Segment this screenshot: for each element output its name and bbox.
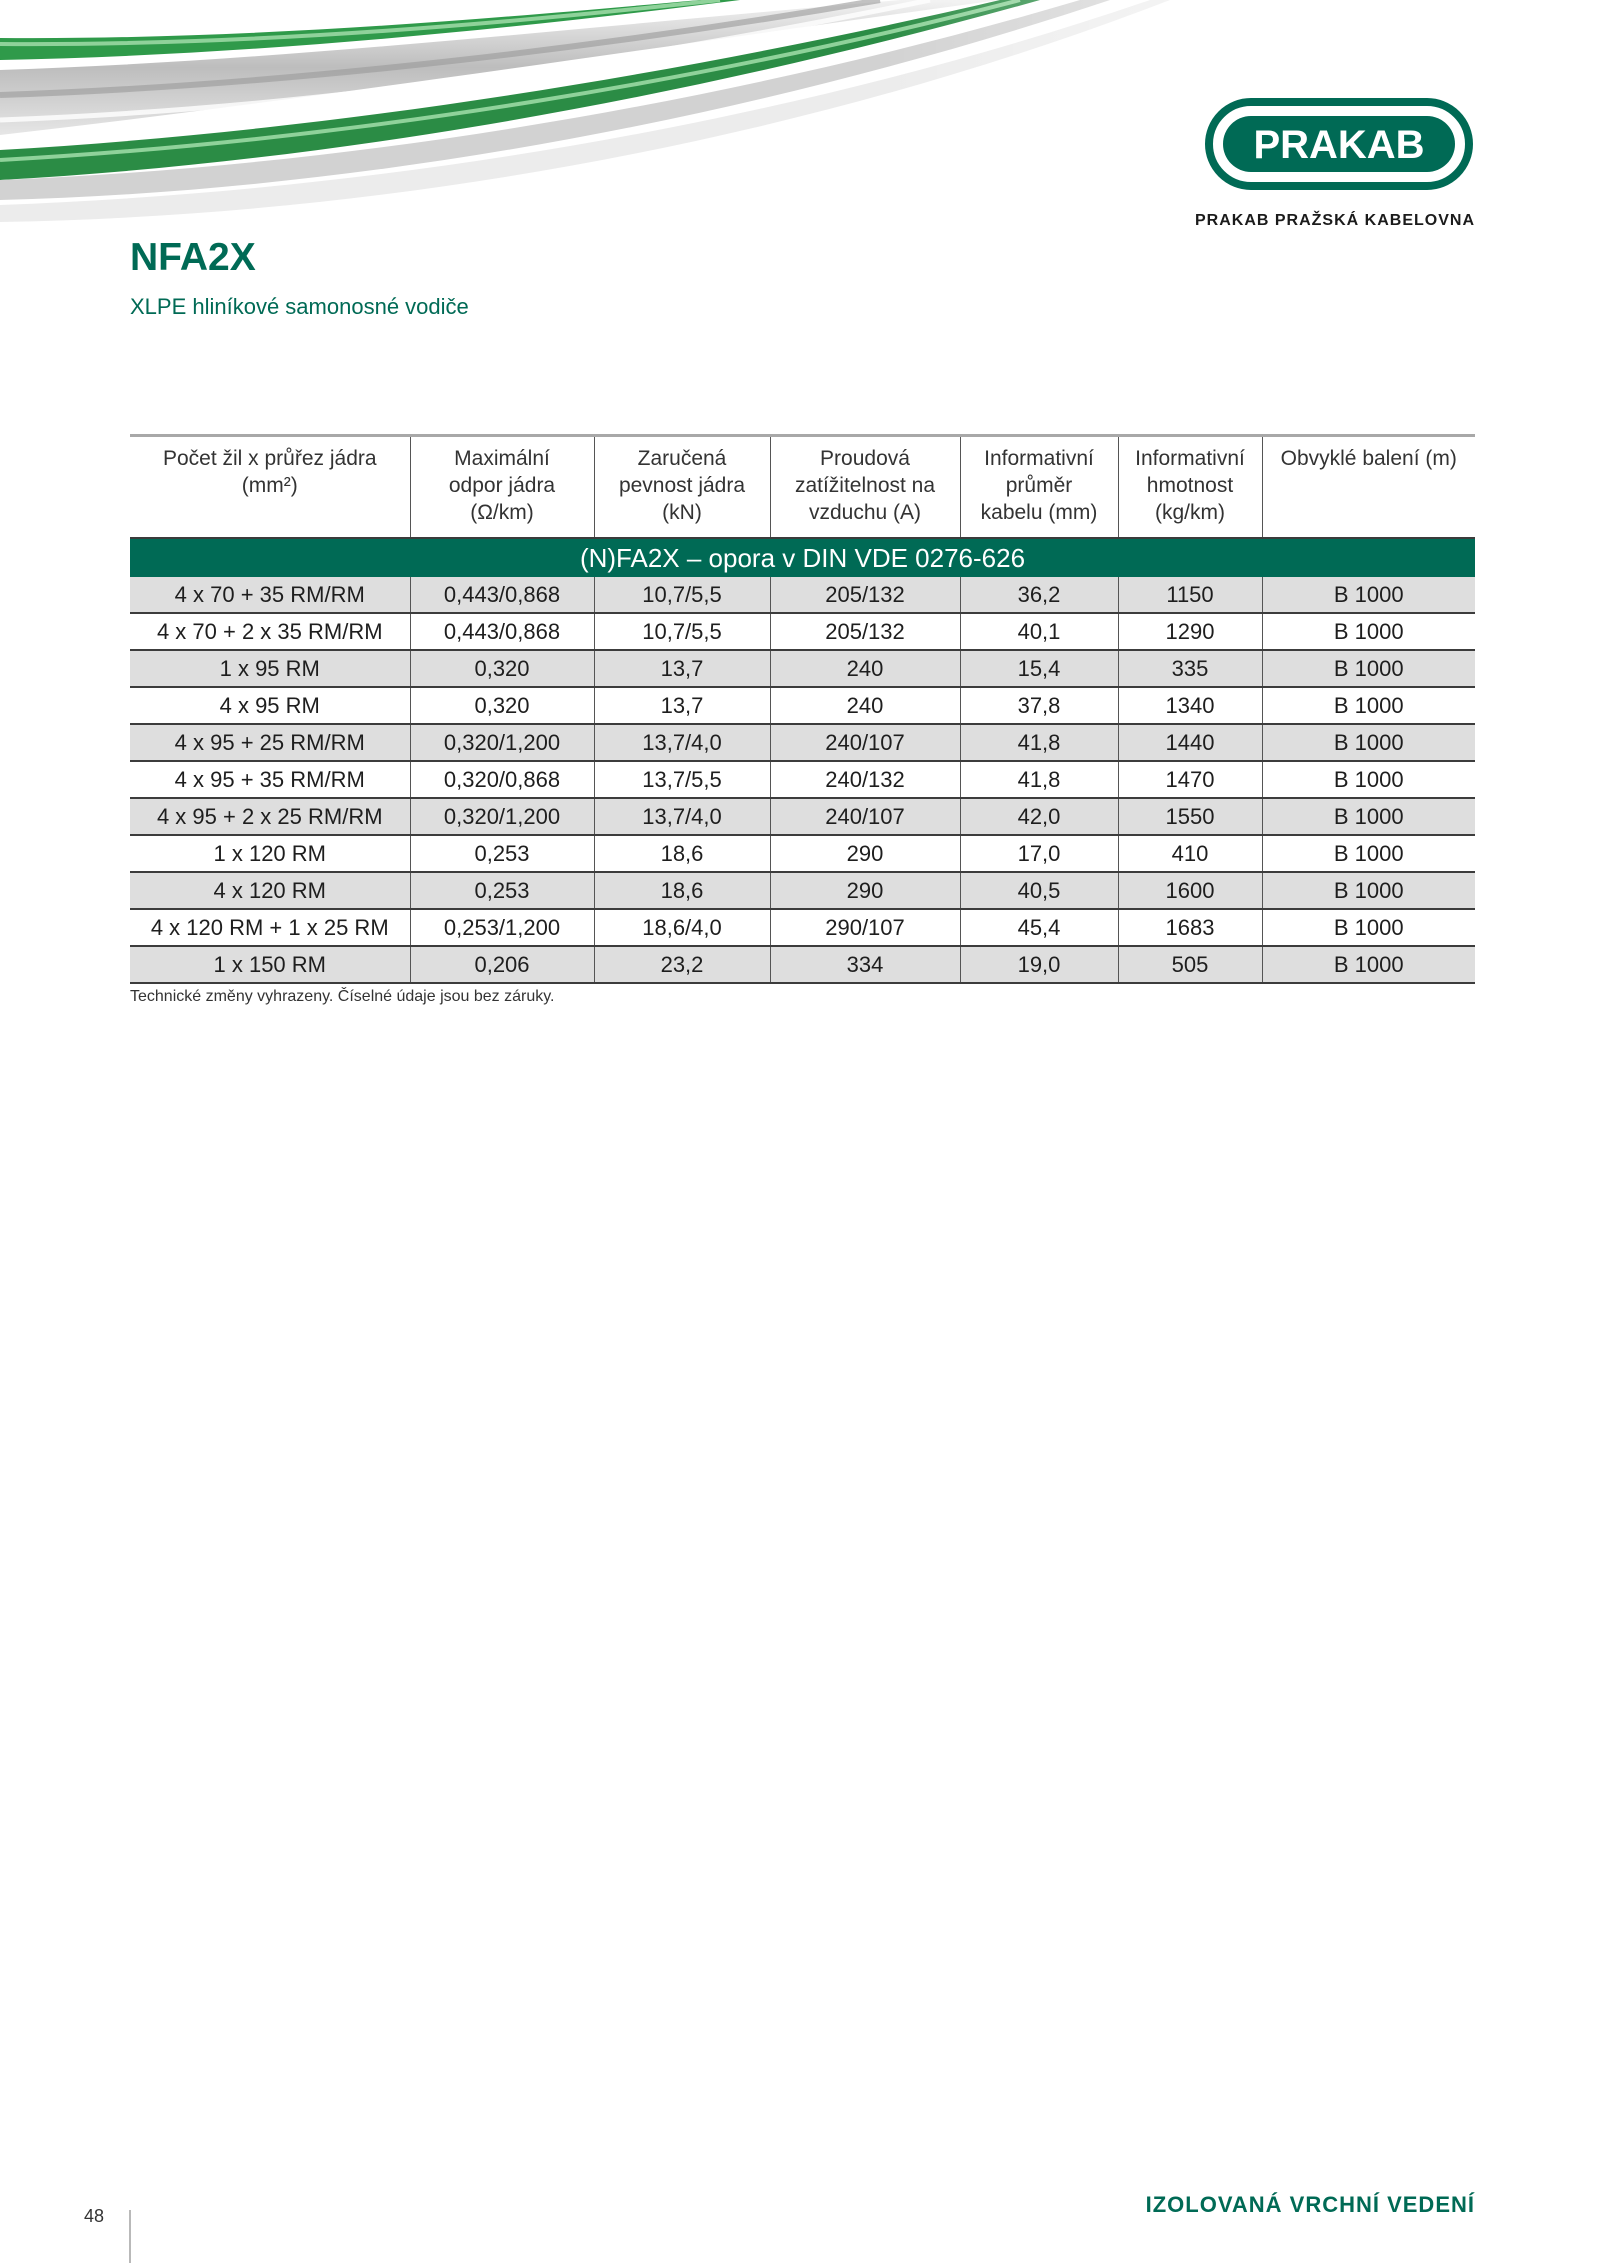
table-cell: 1550 [1118, 798, 1262, 835]
table-cell: 1290 [1118, 613, 1262, 650]
table-cell: 17,0 [960, 835, 1118, 872]
column-header [130, 436, 410, 539]
table-row [130, 761, 1475, 798]
column-header-line: Zaručená [637, 447, 727, 470]
table-cell: B 1000 [1262, 650, 1475, 687]
table-cell: 1 x 95 RM [130, 650, 410, 687]
table-row [130, 946, 1475, 983]
table-cell: 18,6/4,0 [594, 909, 770, 946]
table-cell: B 1000 [1262, 835, 1475, 872]
table-section-title: (N)FA2X – opora v DIN VDE 0276-626 [130, 538, 1475, 577]
table-row [130, 909, 1475, 946]
table-cell: 4 x 95 + 2 x 25 RM/RM [130, 798, 410, 835]
table-cell: 1 x 120 RM [130, 835, 410, 872]
table-cell: 0,253/1,200 [410, 909, 594, 946]
table-cell: B 1000 [1262, 909, 1475, 946]
table-cell: 15,4 [960, 650, 1118, 687]
table-cell: B 1000 [1262, 761, 1475, 798]
table-cell: 36,2 [960, 577, 1118, 613]
table-cell: B 1000 [1262, 872, 1475, 909]
column-header [770, 436, 960, 539]
table-cell: 290 [770, 835, 960, 872]
table-cell: 0,253 [410, 835, 594, 872]
table-cell: 1 x 150 RM [130, 946, 410, 983]
column-header-line: vzduchu (A) [808, 501, 922, 524]
table-cell: 4 x 95 RM [130, 687, 410, 724]
column-header [1118, 436, 1262, 539]
table-cell: 290/107 [770, 909, 960, 946]
table-cell: 4 x 95 + 25 RM/RM [130, 724, 410, 761]
table-cell: 0,320 [410, 687, 594, 724]
table-cell: 0,320 [410, 650, 594, 687]
table-cell: 4 x 95 + 35 RM/RM [130, 761, 410, 798]
table-row [130, 613, 1475, 650]
table-cell: 18,6 [594, 872, 770, 909]
prakab-logo [1205, 98, 1473, 190]
table-row [130, 650, 1475, 687]
column-header-line: (mm²) [241, 474, 298, 497]
table-cell: 240/132 [770, 761, 960, 798]
table-cell: 41,8 [960, 724, 1118, 761]
table-cell: 4 x 70 + 2 x 35 RM/RM [130, 613, 410, 650]
table-cell: 0,206 [410, 946, 594, 983]
column-header [594, 436, 770, 539]
table-cell: 1600 [1118, 872, 1262, 909]
table-row [130, 835, 1475, 872]
table-cell: 335 [1118, 650, 1262, 687]
product-subtitle: XLPE hliníkové samonosné vodiče [130, 294, 469, 319]
table-cell: 4 x 120 RM + 1 x 25 RM [130, 909, 410, 946]
table-cell: 240 [770, 650, 960, 687]
table-cell: 1150 [1118, 577, 1262, 613]
table-cell: 40,1 [960, 613, 1118, 650]
table-cell: 13,7/5,5 [594, 761, 770, 798]
table-cell: B 1000 [1262, 798, 1475, 835]
specification-table [130, 434, 1475, 984]
table-cell: 42,0 [960, 798, 1118, 835]
table-cell: 45,4 [960, 909, 1118, 946]
table-cell: 1470 [1118, 761, 1262, 798]
disclaimer-note: Technické změny vyhrazeny. Číselné údaje jsou bez záruky. [130, 988, 555, 1005]
table-row [130, 687, 1475, 724]
table-cell: 4 x 70 + 35 RM/RM [130, 577, 410, 613]
table-header [130, 436, 1475, 539]
table-cell: 19,0 [960, 946, 1118, 983]
column-header [1262, 436, 1475, 539]
column-header-line: Obvyklé balení (m) [1280, 447, 1457, 470]
company-name: PRAKAB PRAŽSKÁ KABELOVNA [1194, 212, 1475, 229]
column-header-line: (Ω/km) [470, 501, 534, 524]
table-cell: 37,8 [960, 687, 1118, 724]
column-header-line: Informativní [984, 447, 1094, 470]
table-row [130, 724, 1475, 761]
column-header-line: hmotnost [1146, 474, 1234, 497]
table-cell: B 1000 [1262, 577, 1475, 613]
column-header-line: kabelu (mm) [980, 501, 1098, 524]
table-cell: 0,320/0,868 [410, 761, 594, 798]
table-cell: B 1000 [1262, 613, 1475, 650]
table-cell: 23,2 [594, 946, 770, 983]
product-title: NFA2X [130, 236, 256, 279]
table-cell: 4 x 120 RM [130, 872, 410, 909]
table-cell: 1340 [1118, 687, 1262, 724]
table-cell: 240/107 [770, 798, 960, 835]
table-row [130, 798, 1475, 835]
column-header [410, 436, 594, 539]
table-cell: B 1000 [1262, 946, 1475, 983]
table-cell: 40,5 [960, 872, 1118, 909]
table-cell: 240 [770, 687, 960, 724]
svg-text:PRAKAB: PRAKAB [1253, 123, 1425, 167]
table-row [130, 577, 1475, 613]
table-row [130, 872, 1475, 909]
column-header-line: (kg/km) [1155, 501, 1225, 524]
table-cell: 10,7/5,5 [594, 613, 770, 650]
table-cell: 0,253 [410, 872, 594, 909]
table-cell: 1440 [1118, 724, 1262, 761]
table-cell: B 1000 [1262, 724, 1475, 761]
column-header-line: průměr [1005, 474, 1073, 497]
table-cell: 0,320/1,200 [410, 724, 594, 761]
table-cell: 18,6 [594, 835, 770, 872]
column-header-line: Informativní [1135, 447, 1245, 470]
table-cell: 10,7/5,5 [594, 577, 770, 613]
table-cell: B 1000 [1262, 687, 1475, 724]
table-cell: 13,7/4,0 [594, 798, 770, 835]
column-header-line: (kN) [662, 501, 702, 524]
table-cell: 1683 [1118, 909, 1262, 946]
column-header-line: odpor jádra [448, 474, 556, 497]
table-cell: 505 [1118, 946, 1262, 983]
table-cell: 13,7/4,0 [594, 724, 770, 761]
table-cell: 410 [1118, 835, 1262, 872]
column-header-line: pevnost jádra [618, 474, 746, 497]
page-number: 48 [84, 2206, 105, 2226]
table-cell: 205/132 [770, 577, 960, 613]
table-cell: 334 [770, 946, 960, 983]
column-header-line: Maximální [454, 447, 550, 470]
table-cell: 0,443/0,868 [410, 577, 594, 613]
table-cell: 240/107 [770, 724, 960, 761]
table-cell: 205/132 [770, 613, 960, 650]
table-cell: 13,7 [594, 650, 770, 687]
table-cell: 13,7 [594, 687, 770, 724]
page-divider [129, 2210, 131, 2263]
column-header [960, 436, 1118, 539]
footer-section-title: IZOLOVANÁ VRCHNÍ VEDENÍ [1145, 2192, 1475, 2217]
table-cell: 290 [770, 872, 960, 909]
table-cell: 41,8 [960, 761, 1118, 798]
table-cell: 0,443/0,868 [410, 613, 594, 650]
column-header-line: Proudová [820, 447, 910, 470]
column-header-line: Počet žil x průřez jádra [162, 447, 377, 470]
column-header-line: zatížitelnost na [794, 474, 936, 497]
table-cell: 0,320/1,200 [410, 798, 594, 835]
